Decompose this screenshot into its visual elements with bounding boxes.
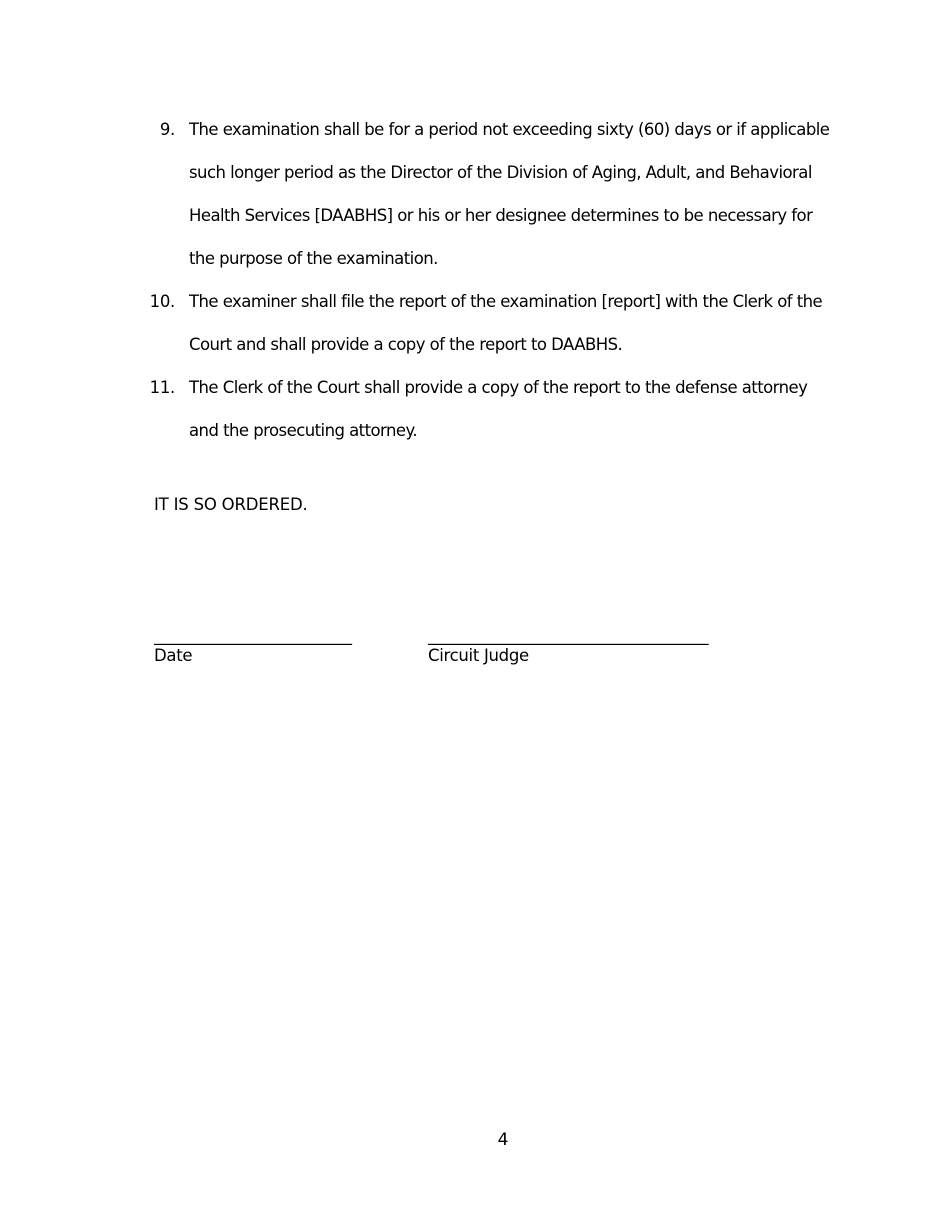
list-item [140,280,830,366]
judge-signature-block [428,626,735,666]
list-item-number: 10. [149,292,175,311]
page-number: 4 [497,1130,509,1150]
judge-signature-line: __________________________________ [428,626,709,645]
order-statement: IT IS SO ORDERED. [154,495,308,514]
list-item-number: 9. [159,120,175,139]
date-signature-line: ________________________ [154,626,352,645]
list-item [140,108,830,280]
date-label: Date [154,646,193,665]
date-signature-block [154,626,368,666]
list-item [140,366,830,452]
judge-label: Circuit Judge [428,646,529,665]
list-item-text: The examiner shall file the report of the examination [report] with the Clerk of the Court and shall provide a copy of the report to DAABHS. [189,292,823,354]
list-item-number: 11. [149,378,175,397]
list-item-text: The Clerk of the Court shall provide a copy of the report to the defense attorney and the prosecuting attorney. [189,378,808,440]
list-item-text: The examination shall be for a period not exceeding sixty (60) days or if applicable such longer period as the Director of the Division of Aging, Adult, and Behavioral Health Services [DAABHS] or his or her designee determines to be necessary for the purpose of the examination. [189,120,830,268]
numbered-paragraph-list [140,108,830,452]
